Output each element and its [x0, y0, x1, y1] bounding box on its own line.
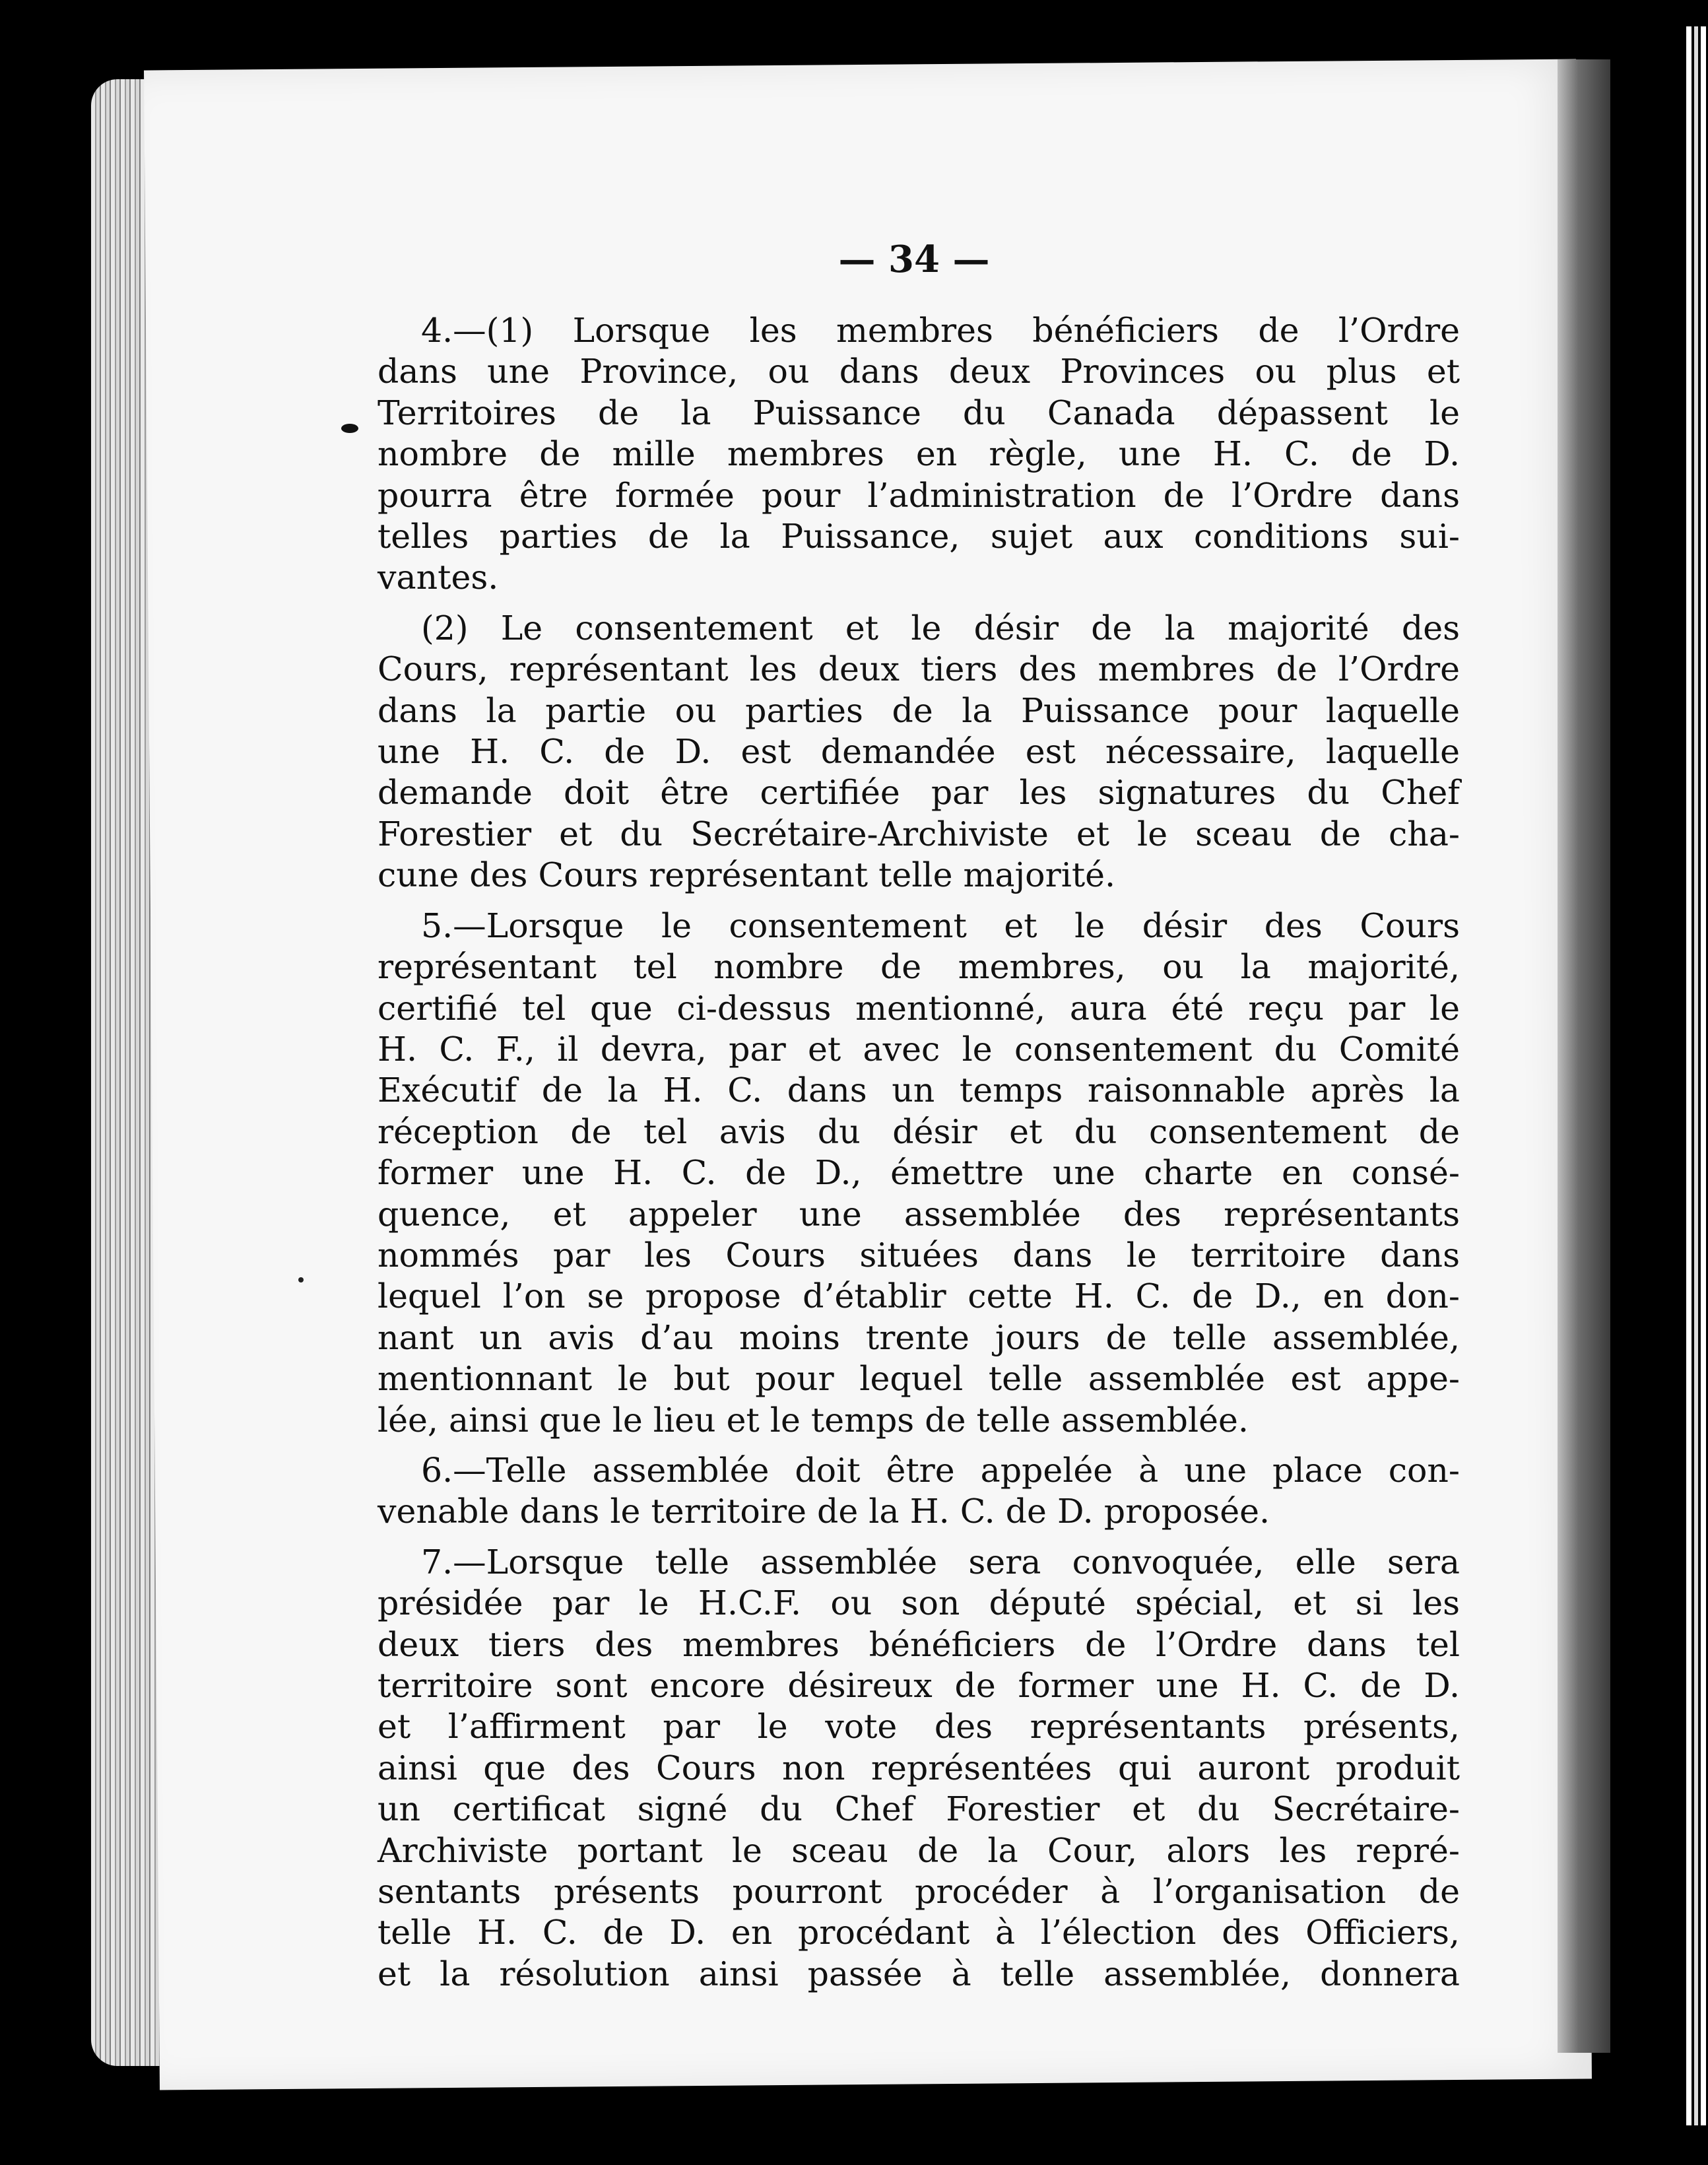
text-line: Territoires de la Puissance du Canada dépassent le	[378, 393, 1460, 432]
text-line: telles parties de la Puissance, sujet aux conditions sui-	[378, 517, 1460, 556]
paragraph-article-6	[378, 1450, 1460, 1533]
text-line: nombre de mille membres en règle, une H. C. de D.	[378, 434, 1460, 474]
text-line: représentant tel nombre de membres, ou la majorité,	[378, 947, 1460, 987]
text-line: une H. C. de D. est demandée est nécessaire, laquelle	[378, 732, 1460, 772]
paragraph-article-7	[378, 1542, 1460, 1995]
text-line: mentionnant le but pour lequel telle assemblée est appe-	[378, 1359, 1460, 1399]
margin-mark	[341, 424, 358, 433]
text-line: territoire sont encore désireux de former une H. C. de D.	[378, 1666, 1460, 1705]
text-line: présidée par le H.C.F. ou son député spécial, et si les	[378, 1583, 1460, 1623]
book-gutter-shadow	[1558, 59, 1610, 2053]
text-line: quence, et appeler une assemblée des représentants	[378, 1194, 1460, 1234]
text-line: dans la partie ou parties de la Puissance pour laquelle	[378, 690, 1460, 730]
text-line: H. C. F., il devra, par et avec le consentement du Comité	[378, 1029, 1460, 1069]
text-line: réception de tel avis du désir et du consentement de	[378, 1112, 1460, 1151]
text-line: et la résolution ainsi passée à telle assemblée, donnera	[378, 1954, 1460, 1993]
text-line: vantes.	[378, 558, 499, 597]
facing-page-edge	[1686, 26, 1708, 2125]
body-text	[378, 310, 1460, 2004]
text-line: nommés par les Cours situées dans le territoire dans	[378, 1235, 1460, 1275]
text-line: sentants présents pourront procéder à l’organisation de	[378, 1872, 1460, 1912]
text-line: et l’affirment par le vote des représentants présents,	[378, 1707, 1460, 1747]
text-line: Archiviste portant le sceau de la Cour, alors les repré-	[378, 1830, 1460, 1870]
text-line: dans une Province, ou dans deux Provinces ou plus et	[378, 352, 1460, 391]
text-line: un certificat signé du Chef Forestier et du Secrétaire-	[378, 1789, 1460, 1829]
paragraph-article-5	[378, 906, 1460, 1441]
paragraph-article-4-1	[378, 310, 1460, 599]
text-line: (2) Le consentement et le désir de la majorité des	[421, 608, 1460, 648]
text-line: nant un avis d’au moins trente jours de telle assemblée,	[378, 1317, 1460, 1357]
text-line: deux tiers des membres bénéficiers de l’Ordre dans tel	[378, 1624, 1460, 1664]
paragraph-article-4-2	[378, 608, 1460, 896]
text-line: 7.—Lorsque telle assemblée sera convoquée, elle sera	[421, 1542, 1460, 1582]
text-line: ainsi que des Cours non représentées qui auront produit	[378, 1748, 1460, 1787]
text-line: lequel l’on se propose d’établir cette H. C. de D., en don-	[378, 1277, 1460, 1316]
text-line: former une H. C. de D., émettre une charte en consé-	[378, 1153, 1460, 1193]
text-line: Exécutif de la H. C. dans un temps raisonnable après la	[378, 1071, 1460, 1110]
text-line: 6.—Telle assemblée doit être appelée à une place con-	[421, 1450, 1460, 1490]
text-line: pourra être formée pour l’administration de l’Ordre dans	[378, 475, 1460, 515]
text-line: cune des Cours représentant telle majorité.	[378, 855, 1116, 895]
ink-speck	[298, 1277, 304, 1282]
text-line: 4.—(1) Lorsque les membres bénéficiers de l’Ordre	[421, 311, 1460, 350]
text-line: telle H. C. de D. en procédant à l’élection des Officiers,	[378, 1913, 1460, 1952]
text-line: Forestier et du Secrétaire-Archiviste et le sceau de cha-	[378, 814, 1460, 853]
text-line: certifié tel que ci-dessus mentionné, aura été reçu par le	[378, 988, 1460, 1028]
text-line: 5.—Lorsque le consentement et le désir des Cours	[421, 906, 1460, 945]
text-line: Cours, représentant les deux tiers des membres de l’Ordre	[378, 650, 1460, 689]
text-line: demande doit être certifiée par les signatures du Chef	[378, 773, 1460, 813]
text-line: venable dans le territoire de la H. C. de D. proposée.	[378, 1492, 1270, 1531]
text-line: lée, ainsi que le lieu et le temps de telle assemblée.	[378, 1400, 1249, 1440]
page-number: — 34 —	[838, 238, 990, 281]
